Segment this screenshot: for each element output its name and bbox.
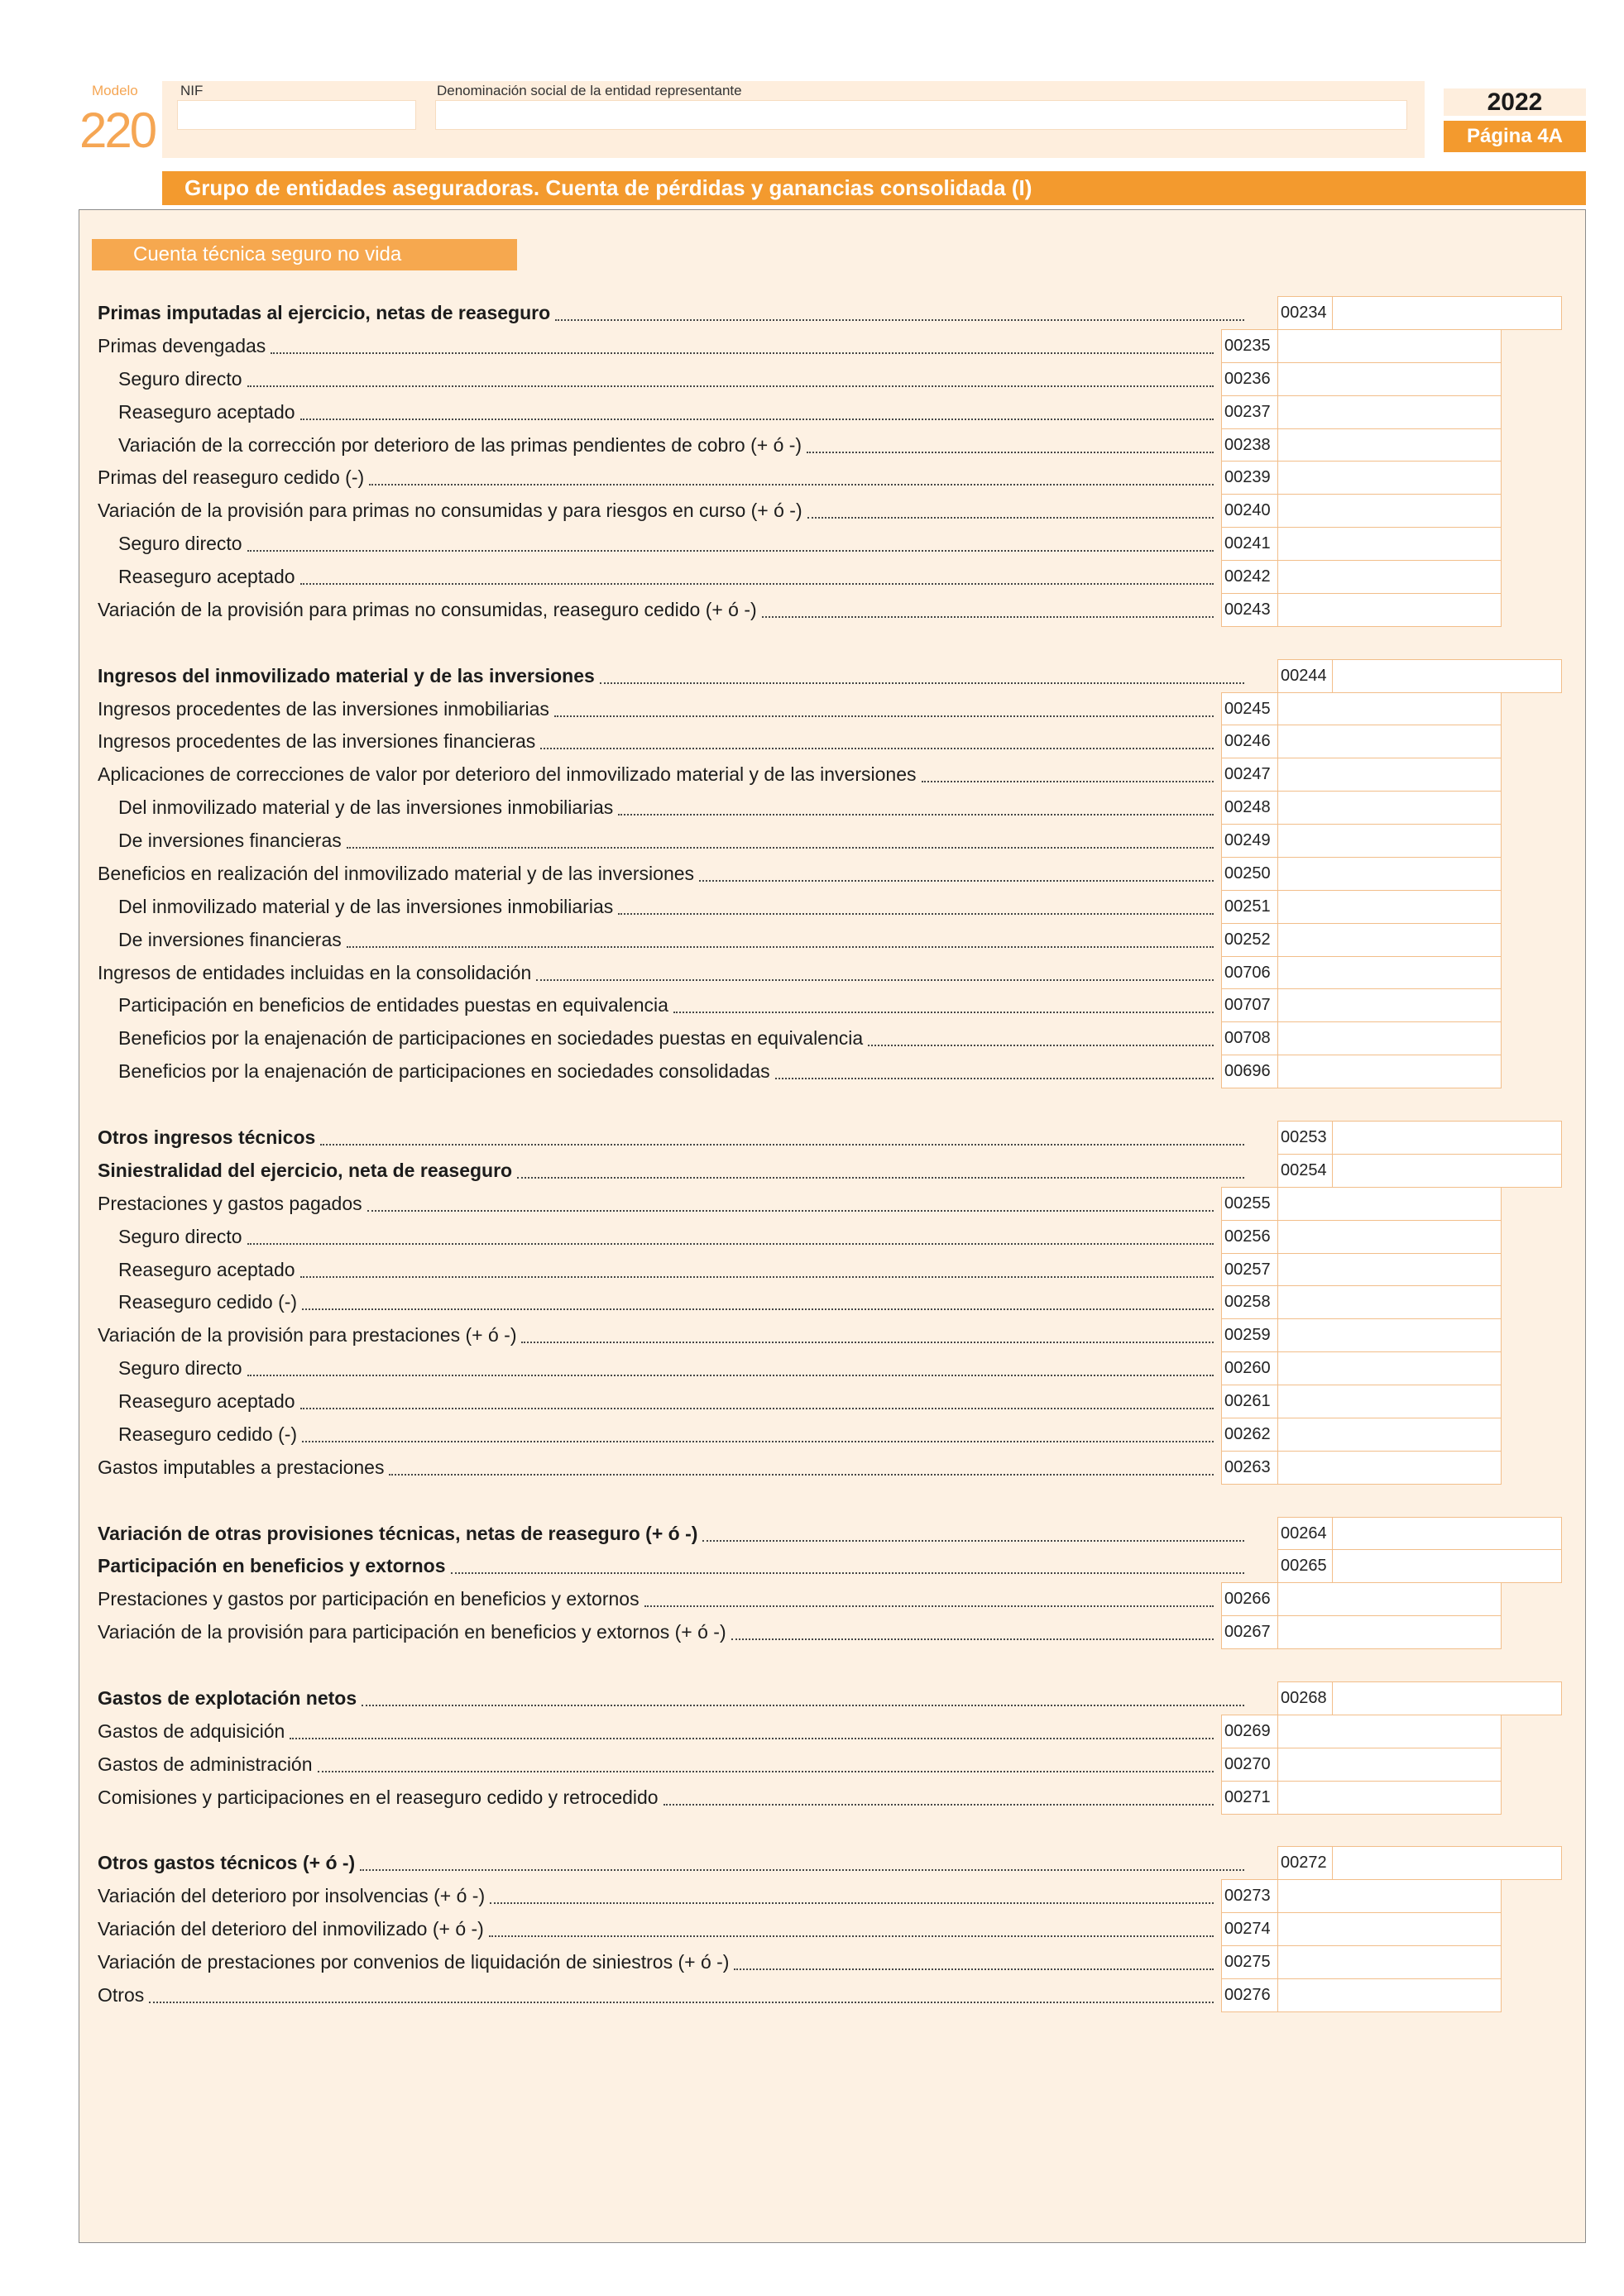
row-label-line: [98, 494, 1214, 527]
dot-leader: [517, 1177, 1244, 1179]
row-value-input[interactable]: [1277, 329, 1502, 363]
row-code: 00269: [1221, 1715, 1278, 1748]
row-value-input[interactable]: [1277, 1945, 1502, 1979]
dot-leader: [673, 1012, 1214, 1013]
table-row: [0, 494, 1624, 527]
dot-leader: [247, 1375, 1214, 1376]
row-label-line: [98, 296, 1244, 329]
row-code: 00255: [1221, 1187, 1278, 1221]
table-row: [0, 560, 1624, 593]
table-row: [0, 692, 1624, 725]
row-label-line: [98, 1748, 1214, 1781]
row-label-line: [118, 791, 1214, 824]
row-code: 00262: [1221, 1418, 1278, 1452]
row-code: 00251: [1221, 890, 1278, 924]
row-value-input[interactable]: [1277, 593, 1502, 627]
table-row: [0, 593, 1624, 626]
dot-leader: [347, 946, 1214, 948]
row-code: 00258: [1221, 1285, 1278, 1319]
row-value-input[interactable]: [1277, 560, 1502, 594]
table-row: [0, 1912, 1624, 1945]
row-code: 00246: [1221, 725, 1278, 758]
table-row: [0, 1715, 1624, 1748]
table-row: [0, 1945, 1624, 1978]
row-label-line: [98, 857, 1214, 890]
dot-leader: [699, 880, 1214, 882]
row-value-input[interactable]: [1277, 1351, 1502, 1385]
row-value-input[interactable]: [1277, 890, 1502, 924]
row-value-input[interactable]: [1277, 1879, 1502, 1913]
table-row: [0, 461, 1624, 494]
row-label: Variación de la provisión para participación en beneficios y extornos (+ ó -): [98, 1621, 726, 1643]
dot-leader: [734, 1968, 1214, 1970]
row-value-input[interactable]: [1332, 1846, 1562, 1880]
row-label-line: [98, 1945, 1214, 1978]
row-label: Variación de la provisión para prestaciones (+ ó -): [98, 1324, 517, 1347]
model-number: 220: [79, 103, 156, 158]
dot-leader: [618, 913, 1214, 915]
row-value-input[interactable]: [1332, 1681, 1562, 1715]
dot-leader: [807, 517, 1214, 519]
table-row: [0, 1055, 1624, 1088]
table-row: [0, 1418, 1624, 1451]
row-value-input[interactable]: [1277, 988, 1502, 1022]
table-row: [0, 923, 1624, 956]
row-label-line: [118, 1253, 1214, 1286]
row-label: Reaseguro cedido (-): [118, 1423, 298, 1445]
table-row: [0, 1879, 1624, 1912]
table-row: [0, 824, 1624, 857]
row-code: 00238: [1221, 428, 1278, 462]
row-value-input[interactable]: [1277, 923, 1502, 957]
row-label-line: [98, 1978, 1214, 2011]
row-label-line: [98, 1187, 1214, 1220]
row-label: Seguro directo: [118, 1225, 242, 1247]
row-code: 00240: [1221, 494, 1278, 528]
row-label: Variación de otras provisiones técnicas, netas de reaseguro (+ ó -): [98, 1522, 698, 1544]
row-value-input[interactable]: [1277, 461, 1502, 495]
dot-leader: [600, 682, 1244, 684]
row-value-input[interactable]: [1277, 1418, 1502, 1452]
row-label: Gastos de administración: [98, 1753, 313, 1775]
dot-leader: [360, 1869, 1244, 1871]
row-code: 00249: [1221, 824, 1278, 858]
row-value-input[interactable]: [1277, 692, 1502, 726]
table-row: [0, 1220, 1624, 1253]
row-label: Seguro directo: [118, 1357, 242, 1380]
row-label-line: [98, 1681, 1244, 1715]
row-label-line: [98, 956, 1214, 989]
row-code: 00706: [1221, 956, 1278, 990]
row-value-input[interactable]: [1277, 725, 1502, 758]
row-value-input[interactable]: [1277, 1912, 1502, 1946]
row-code: 00707: [1221, 988, 1278, 1022]
row-label-line: [118, 1351, 1214, 1385]
denominacion-label: Denominación social de la entidad representante: [437, 83, 742, 98]
dot-leader: [521, 1342, 1214, 1343]
year-badge: 2022: [1444, 88, 1586, 116]
table-row: [0, 857, 1624, 890]
row-label: Gastos imputables a prestaciones: [98, 1456, 385, 1478]
dot-leader: [922, 781, 1214, 782]
row-label: Del inmovilizado material y de las inversiones inmobiliarias: [118, 895, 614, 917]
row-code: 00266: [1221, 1582, 1278, 1616]
row-code: 00252: [1221, 923, 1278, 957]
row-code: 00250: [1221, 857, 1278, 891]
dot-leader: [247, 385, 1214, 387]
row-code: 00270: [1221, 1748, 1278, 1782]
row-label: Comisiones y participaciones en el reaseguro cedido y retrocedido: [98, 1786, 659, 1808]
row-label: Primas imputadas al ejercicio, netas de reaseguro: [98, 302, 551, 323]
row-label-line: [98, 692, 1214, 725]
row-code: 00256: [1221, 1220, 1278, 1254]
row-label: Ingresos procedentes de las inversiones inmobiliarias: [98, 697, 549, 720]
row-label-line: [118, 1055, 1214, 1088]
row-label: Seguro directo: [118, 367, 242, 390]
row-label-line: [98, 1715, 1214, 1748]
row-label: Participación en beneficios de entidades puestas en equivalencia: [118, 994, 668, 1016]
row-code: 00264: [1277, 1517, 1333, 1551]
row-value-input[interactable]: [1277, 1715, 1502, 1748]
row-label: Ingresos del inmovilizado material y de las inversiones: [98, 664, 595, 686]
row-value-input[interactable]: [1277, 824, 1502, 858]
table-row: [0, 988, 1624, 1021]
dot-leader: [555, 319, 1244, 321]
row-code: 00708: [1221, 1021, 1278, 1055]
row-value-input[interactable]: [1332, 296, 1562, 330]
row-code: 00236: [1221, 362, 1278, 396]
dot-leader: [663, 1804, 1214, 1806]
row-value-input[interactable]: [1332, 1121, 1562, 1155]
row-code: 00273: [1221, 1879, 1278, 1913]
dot-leader: [490, 1902, 1214, 1904]
table-row: [0, 1451, 1624, 1484]
row-label-line: [118, 988, 1214, 1021]
table-row: [0, 1549, 1624, 1582]
row-value-input[interactable]: [1277, 1253, 1502, 1287]
row-label-line: [118, 890, 1214, 923]
dot-leader: [868, 1045, 1214, 1046]
row-label-line: [98, 659, 1244, 692]
row-label-line: [118, 362, 1214, 395]
row-label-line: [98, 1318, 1214, 1351]
row-label: Siniestralidad del ejercicio, neta de reaseguro: [98, 1159, 513, 1181]
row-label: Reaseguro aceptado: [118, 566, 295, 588]
row-code: 00244: [1277, 659, 1333, 693]
row-label-line: [98, 1549, 1244, 1582]
row-label: Seguro directo: [118, 533, 242, 555]
row-value-input[interactable]: [1277, 527, 1502, 561]
row-code: 00248: [1221, 791, 1278, 825]
page-title: Grupo de entidades aseguradoras. Cuenta de pérdidas y ganancias consolidada (I): [162, 171, 1586, 205]
row-value-input[interactable]: [1277, 1748, 1502, 1782]
row-value-input[interactable]: [1277, 395, 1502, 429]
dot-leader: [247, 1243, 1214, 1245]
row-code: 00259: [1221, 1318, 1278, 1352]
dot-leader: [347, 847, 1214, 849]
row-code: 00253: [1277, 1121, 1333, 1155]
row-code: 00247: [1221, 758, 1278, 792]
row-label-line: [98, 1154, 1244, 1187]
row-label-line: [98, 1912, 1214, 1945]
table-row: [0, 1781, 1624, 1814]
row-label: Otros: [98, 1983, 145, 2006]
dot-leader: [536, 979, 1214, 981]
row-label: Variación de prestaciones por convenios de liquidación de siniestros (+ ó -): [98, 1951, 730, 1973]
table-row: [0, 428, 1624, 462]
row-label-line: [98, 725, 1214, 758]
row-code: 00234: [1277, 296, 1333, 330]
dot-leader: [807, 452, 1214, 453]
row-label-line: [98, 1879, 1214, 1912]
table-row: [0, 725, 1624, 758]
dot-leader: [489, 1935, 1214, 1937]
table-row: [0, 1253, 1624, 1286]
dot-leader: [362, 1705, 1244, 1706]
row-label-line: [118, 395, 1214, 428]
row-label-line: [98, 593, 1214, 626]
table-row: [0, 956, 1624, 989]
table-row: [0, 1121, 1624, 1154]
dot-leader: [320, 1144, 1244, 1146]
row-label: De inversiones financieras: [118, 830, 342, 852]
row-label: Beneficios por la enajenación de participaciones en sociedades puestas en equivalencia: [118, 1027, 864, 1050]
table-row: [0, 1385, 1624, 1418]
table-row: [0, 1846, 1624, 1879]
table-row: [0, 791, 1624, 824]
row-value-input[interactable]: [1277, 1615, 1502, 1649]
row-code: 00272: [1277, 1846, 1333, 1880]
row-label-line: [98, 1451, 1214, 1484]
row-value-input[interactable]: [1277, 1285, 1502, 1319]
row-code: 00261: [1221, 1385, 1278, 1418]
dot-leader: [302, 1441, 1214, 1442]
row-label-line: [98, 1517, 1244, 1550]
row-label-line: [118, 428, 1214, 462]
dot-leader: [540, 748, 1214, 749]
row-label: Gastos de explotación netos: [98, 1686, 357, 1709]
row-label-line: [98, 1615, 1214, 1648]
dot-leader: [271, 352, 1214, 354]
row-code: 00260: [1221, 1351, 1278, 1385]
row-label: Prestaciones y gastos pagados: [98, 1192, 362, 1214]
row-code: 00265: [1277, 1549, 1333, 1583]
row-label: Primas devengadas: [98, 334, 266, 356]
row-label: Otros gastos técnicos (+ ó -): [98, 1852, 356, 1874]
row-label: Prestaciones y gastos por participación en beneficios y extornos: [98, 1588, 640, 1610]
table-row: [0, 758, 1624, 791]
row-code: 00245: [1221, 692, 1278, 726]
row-label: Aplicaciones de correcciones de valor por deterioro del inmovilizado material y de las inversiones: [98, 763, 917, 786]
row-code: 00263: [1221, 1451, 1278, 1485]
table-row: [0, 1285, 1624, 1318]
row-label-line: [118, 1285, 1214, 1318]
row-label: Beneficios por la enajenación de participaciones en sociedades consolidadas: [118, 1060, 770, 1083]
row-value-input[interactable]: [1332, 659, 1562, 693]
dot-leader: [290, 1738, 1214, 1739]
nif-label: NIF: [180, 83, 204, 98]
row-value-input[interactable]: [1277, 758, 1502, 792]
row-value-input[interactable]: [1332, 1517, 1562, 1551]
row-value-input[interactable]: [1332, 1154, 1562, 1188]
table-row: [0, 1582, 1624, 1615]
row-code: 00241: [1221, 527, 1278, 561]
row-label: Reaseguro aceptado: [118, 1390, 295, 1413]
row-code: 00254: [1277, 1154, 1333, 1188]
row-code: 00243: [1221, 593, 1278, 627]
row-label-line: [98, 461, 1214, 494]
table-row: [0, 1021, 1624, 1055]
row-value-input[interactable]: [1277, 791, 1502, 825]
row-label: Variación de la corrección por deterioro de las primas pendientes de cobro (+ ó -): [118, 433, 802, 456]
table-row: [0, 659, 1624, 692]
dot-leader: [762, 616, 1214, 618]
row-label-line: [98, 1781, 1214, 1814]
row-label: Ingresos procedentes de las inversiones financieras: [98, 730, 536, 753]
table-row: [0, 1748, 1624, 1781]
row-label: Variación del deterioro por insolvencias (+ ó -): [98, 1885, 486, 1907]
table-row: [0, 527, 1624, 560]
row-label: Reaseguro aceptado: [118, 1258, 295, 1280]
row-value-input[interactable]: [1277, 1318, 1502, 1352]
row-value-input[interactable]: [1277, 1582, 1502, 1616]
dot-leader: [300, 419, 1214, 420]
row-label: De inversiones financieras: [118, 928, 342, 950]
row-label: Variación de la provisión para primas no consumidas y para riesgos en curso (+ ó -): [98, 500, 802, 522]
row-label-line: [118, 824, 1214, 857]
row-value-input[interactable]: [1277, 956, 1502, 990]
row-label-line: [118, 527, 1214, 560]
row-code: 00268: [1277, 1681, 1333, 1715]
row-label: Primas del reaseguro cedido (-): [98, 466, 365, 489]
dot-leader: [389, 1474, 1214, 1476]
row-code: 00235: [1221, 329, 1278, 363]
dot-leader: [318, 1771, 1214, 1772]
dot-leader: [367, 1210, 1214, 1212]
row-label: Beneficios en realización del inmovilizado material y de las inversiones: [98, 862, 695, 884]
table-row: [0, 890, 1624, 923]
row-label: Del inmovilizado material y de las inversiones inmobiliarias: [118, 796, 614, 819]
table-row: [0, 296, 1624, 329]
table-row: [0, 1615, 1624, 1648]
dot-leader: [369, 484, 1214, 486]
row-label-line: [98, 329, 1214, 362]
row-value-input[interactable]: [1277, 1220, 1502, 1254]
dot-leader: [702, 1540, 1244, 1542]
table-row: [0, 1351, 1624, 1385]
row-value-input[interactable]: [1277, 1385, 1502, 1418]
dot-leader: [247, 550, 1214, 552]
row-code: 00696: [1221, 1055, 1278, 1088]
row-label-line: [118, 1418, 1214, 1451]
table-row: [0, 329, 1624, 362]
row-label-line: [118, 560, 1214, 593]
row-label-line: [118, 923, 1214, 956]
table-row: [0, 1517, 1624, 1550]
row-value-input[interactable]: [1277, 1781, 1502, 1815]
row-label-line: [118, 1385, 1214, 1418]
row-value-input[interactable]: [1277, 857, 1502, 891]
dot-leader: [618, 814, 1214, 816]
table-row: [0, 1154, 1624, 1187]
row-code: 00274: [1221, 1912, 1278, 1946]
row-value-input[interactable]: [1277, 494, 1502, 528]
row-value-input[interactable]: [1277, 1021, 1502, 1055]
row-label-line: [98, 1846, 1244, 1879]
section-label: Cuenta técnica seguro no vida: [92, 239, 517, 270]
row-label-line: [118, 1220, 1214, 1253]
row-code: 00239: [1221, 461, 1278, 495]
dot-leader: [300, 583, 1214, 585]
row-value-input[interactable]: [1277, 1187, 1502, 1221]
row-code: 00276: [1221, 1978, 1278, 2012]
dot-leader: [300, 1408, 1214, 1409]
row-value-input[interactable]: [1277, 1451, 1502, 1485]
table-row: [0, 395, 1624, 428]
dot-leader: [775, 1078, 1214, 1079]
row-label: Variación de la provisión para primas no consumidas, reaseguro cedido (+ ó -): [98, 598, 757, 620]
row-label: Otros ingresos técnicos: [98, 1126, 316, 1148]
row-label-line: [98, 1121, 1244, 1154]
row-code: 00242: [1221, 560, 1278, 594]
dot-leader: [451, 1572, 1244, 1574]
dot-leader: [149, 2002, 1214, 2003]
dot-leader: [731, 1638, 1214, 1640]
row-label: Participación en beneficios y extornos: [98, 1555, 446, 1577]
row-code: 00275: [1221, 1945, 1278, 1979]
model-label: Modelo: [92, 83, 138, 98]
dot-leader: [302, 1308, 1214, 1310]
dot-leader: [554, 715, 1214, 717]
row-label: Reaseguro cedido (-): [118, 1291, 298, 1313]
row-value-input[interactable]: [1277, 428, 1502, 462]
dot-leader: [644, 1605, 1214, 1607]
row-value-input[interactable]: [1332, 1549, 1562, 1583]
row-code: 00257: [1221, 1253, 1278, 1287]
row-label-line: [98, 758, 1214, 791]
row-label-line: [98, 1582, 1214, 1615]
table-row: [0, 1187, 1624, 1220]
row-code: 00237: [1221, 395, 1278, 429]
dot-leader: [300, 1276, 1214, 1278]
row-label: Ingresos de entidades incluidas en la consolidación: [98, 961, 532, 983]
row-label-line: [118, 1021, 1214, 1055]
table-row: [0, 1681, 1624, 1715]
table-row: [0, 1978, 1624, 2011]
page-badge: Página 4A: [1444, 121, 1586, 152]
row-value-input[interactable]: [1277, 1055, 1502, 1088]
row-label: Variación del deterioro del inmovilizado (+ ó -): [98, 1918, 484, 1940]
row-label: Gastos de adquisición: [98, 1720, 285, 1742]
row-label: Reaseguro aceptado: [118, 400, 295, 423]
table-row: [0, 362, 1624, 395]
row-value-input[interactable]: [1277, 1978, 1502, 2012]
row-value-input[interactable]: [1277, 362, 1502, 396]
table-row: [0, 1318, 1624, 1351]
row-code: 00267: [1221, 1615, 1278, 1649]
row-code: 00271: [1221, 1781, 1278, 1815]
